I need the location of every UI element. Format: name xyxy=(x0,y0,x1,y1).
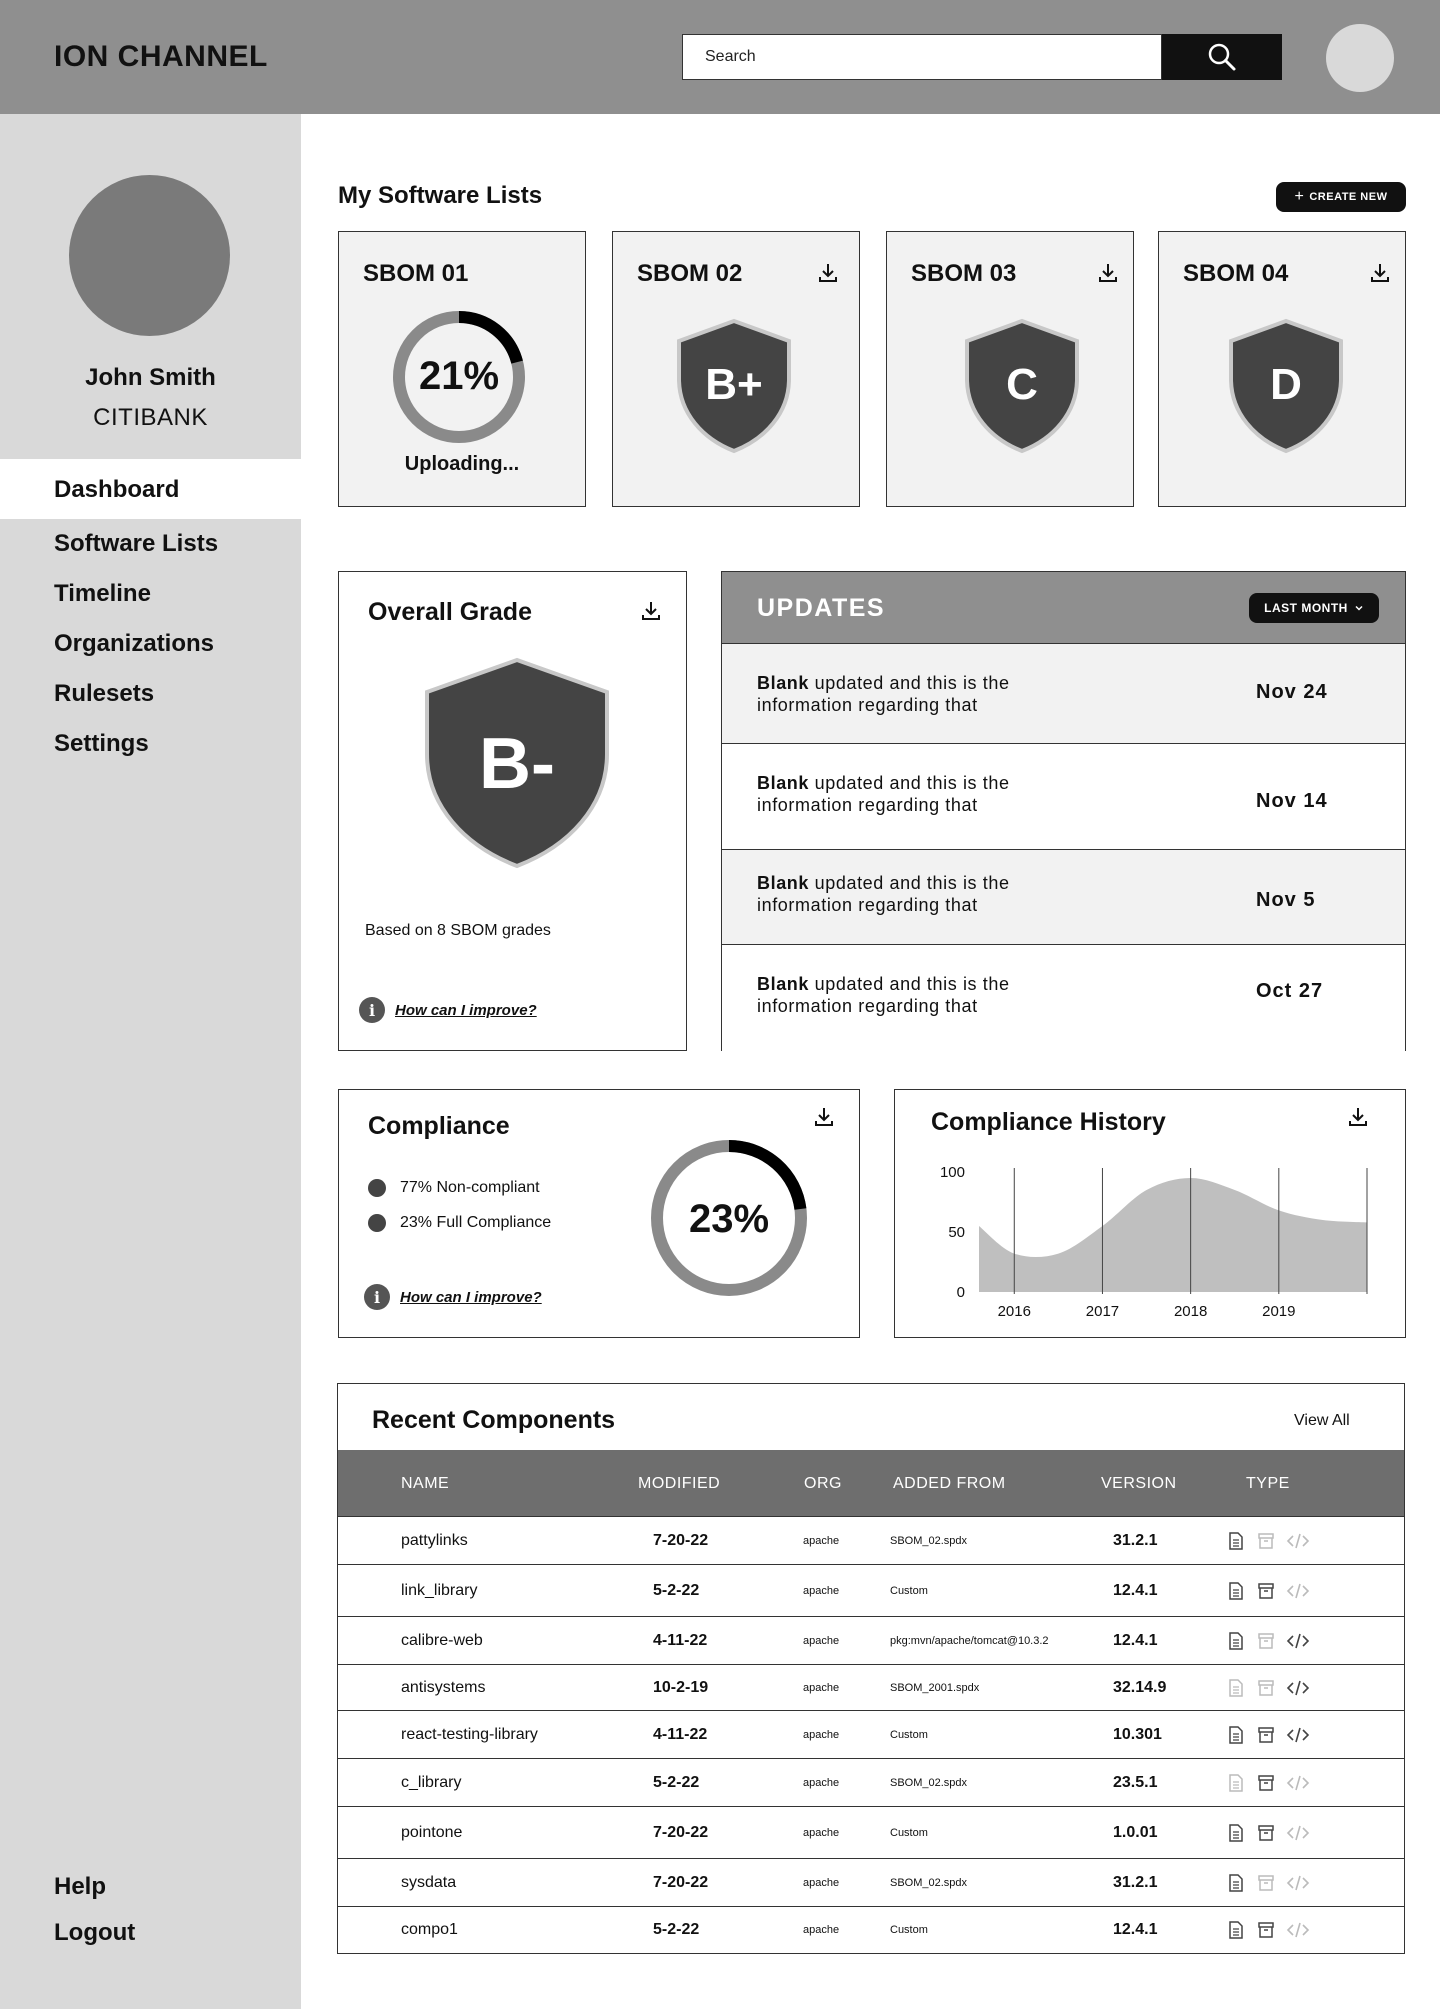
component-type-icons xyxy=(1226,1631,1310,1651)
code-icon[interactable] xyxy=(1286,1531,1310,1551)
component-org: apache xyxy=(803,1634,840,1647)
sidebar-item-rulesets[interactable]: Rulesets xyxy=(54,680,155,707)
sbom-grade: C xyxy=(1006,360,1038,409)
component-name[interactable]: pointone xyxy=(401,1823,463,1841)
chevron-down-icon xyxy=(1354,603,1364,613)
update-item[interactable] xyxy=(722,644,1405,744)
component-name[interactable]: pattylinks xyxy=(401,1531,468,1549)
component-name[interactable]: sysdata xyxy=(401,1873,457,1891)
search-input[interactable] xyxy=(683,35,1161,79)
overall-grade-help-link[interactable] xyxy=(359,997,537,1023)
legend-dot xyxy=(368,1179,386,1197)
document-icon[interactable] xyxy=(1226,1725,1246,1745)
updates-title: UPDATES xyxy=(757,594,886,622)
component-name[interactable]: link_library xyxy=(401,1581,478,1599)
sbom-progress-ring xyxy=(389,307,529,447)
download-icon[interactable] xyxy=(1097,262,1119,284)
sidebar-item-software-lists[interactable]: Software Lists xyxy=(54,530,219,557)
component-added-from: SBOM_02.spdx xyxy=(890,1776,968,1789)
overall-grade-title: Overall Grade xyxy=(368,598,532,626)
component-modified: 5-2-22 xyxy=(653,1920,700,1938)
compliance-progress-label: 23% xyxy=(688,1197,770,1241)
legend-dot xyxy=(368,1214,386,1232)
archive-icon[interactable] xyxy=(1256,1773,1276,1793)
compliance-card xyxy=(338,1089,860,1338)
update-date: Nov 14 xyxy=(1256,790,1328,812)
archive-icon[interactable] xyxy=(1256,1823,1276,1843)
component-version: 12.4.1 xyxy=(1113,1920,1158,1938)
x-tick-label: 2019 xyxy=(1262,1303,1296,1320)
table-row[interactable] xyxy=(338,1564,1404,1616)
update-date: Nov 24 xyxy=(1256,681,1328,703)
archive-icon[interactable] xyxy=(1256,1920,1276,1940)
component-type-icons xyxy=(1226,1823,1310,1843)
table-row[interactable] xyxy=(338,1616,1404,1664)
x-tick-label: 2017 xyxy=(1085,1303,1120,1320)
compliance-history-chart xyxy=(895,1150,1405,1338)
component-version: 12.4.1 xyxy=(1113,1581,1158,1599)
sbom-card-2[interactable] xyxy=(612,231,860,507)
table-row[interactable] xyxy=(338,1664,1404,1710)
grade-shield-icon xyxy=(1225,317,1347,455)
table-row[interactable] xyxy=(338,1806,1404,1858)
component-modified: 7-20-22 xyxy=(653,1531,709,1549)
document-icon[interactable] xyxy=(1226,1531,1246,1551)
top-header xyxy=(0,0,1440,114)
sidebar-item-timeline[interactable]: Timeline xyxy=(54,580,151,607)
legend-label: 77% Non-compliant xyxy=(400,1179,540,1196)
view-all-link[interactable]: View All xyxy=(1294,1412,1350,1429)
table-row[interactable] xyxy=(338,1516,1404,1564)
component-type-icons xyxy=(1226,1773,1310,1793)
update-text: Blank updated and this is the information regarding that xyxy=(757,873,1010,915)
search-icon xyxy=(1207,42,1237,72)
recent-components-card xyxy=(337,1383,1405,1954)
component-version: 10.301 xyxy=(1113,1725,1162,1743)
table-header xyxy=(338,1450,1404,1516)
overall-grade-card xyxy=(338,571,687,1051)
component-type-icons xyxy=(1226,1581,1310,1601)
history-y-ticks xyxy=(940,1164,965,1301)
component-org: apache xyxy=(803,1584,840,1597)
updates-card xyxy=(721,571,1406,1051)
legend-item-full-compliance xyxy=(368,1214,551,1232)
column-header-added-from[interactable]: ADDED FROM xyxy=(893,1475,1006,1492)
legend-item-non-compliant xyxy=(368,1179,540,1197)
component-org: apache xyxy=(803,1534,840,1547)
sidebar-bottom-nav xyxy=(54,1864,135,1956)
component-name[interactable]: compo1 xyxy=(401,1920,458,1938)
sbom-progress-label: 21% xyxy=(418,354,500,398)
sidebar-item-organizations[interactable]: Organizations xyxy=(54,630,215,657)
document-icon[interactable] xyxy=(1226,1631,1246,1651)
create-new-label: CREATE NEW xyxy=(1309,191,1388,203)
updates-header xyxy=(722,572,1405,644)
component-modified: 10-2-19 xyxy=(653,1678,709,1696)
search-button[interactable] xyxy=(1162,34,1282,80)
download-icon[interactable] xyxy=(1347,1106,1369,1128)
logout-link[interactable]: Logout xyxy=(54,1919,136,1946)
component-modified: 5-2-22 xyxy=(653,1773,700,1791)
profile-name: John Smith xyxy=(85,364,216,391)
component-version: 23.5.1 xyxy=(1113,1773,1158,1791)
sbom-grade: D xyxy=(1270,360,1302,409)
document-icon[interactable] xyxy=(1226,1581,1246,1601)
sidebar-nav xyxy=(0,459,301,769)
component-type-icons xyxy=(1226,1920,1310,1940)
component-added-from: Custom xyxy=(890,1923,928,1936)
sbom-title: SBOM 03 xyxy=(911,260,1017,287)
sbom-grade: B+ xyxy=(705,360,763,409)
component-org: apache xyxy=(803,1923,840,1936)
history-x-ticks xyxy=(998,1303,1296,1320)
profile-avatar xyxy=(69,175,230,336)
info-icon: i xyxy=(359,997,385,1023)
sidebar-item-dashboard[interactable]: Dashboard xyxy=(0,459,301,519)
component-name[interactable]: antisystems xyxy=(401,1678,486,1696)
sbom-status: Uploading... xyxy=(404,453,520,475)
create-new-button[interactable] xyxy=(1276,182,1406,212)
component-added-from: Custom xyxy=(890,1728,928,1741)
download-icon[interactable] xyxy=(817,262,839,284)
component-name[interactable]: c_library xyxy=(401,1773,462,1791)
component-modified: 4-11-22 xyxy=(653,1631,708,1649)
component-added-from: pkg:mvn/apache/tomcat@10.3.2 xyxy=(890,1634,1049,1647)
archive-icon[interactable] xyxy=(1256,1678,1276,1698)
update-date: Oct 27 xyxy=(1256,980,1324,1002)
table-row[interactable] xyxy=(338,1906,1404,1952)
component-type-icons xyxy=(1226,1531,1310,1551)
update-text: Blank updated and this is the information regarding that xyxy=(757,773,1010,815)
component-org: apache xyxy=(803,1728,840,1741)
code-icon[interactable] xyxy=(1286,1581,1310,1601)
legend-label: 23% Full Compliance xyxy=(400,1214,552,1231)
update-item[interactable] xyxy=(722,945,1405,1051)
component-version: 32.14.9 xyxy=(1113,1678,1167,1696)
brand-logo[interactable]: ION CHANNEL xyxy=(54,40,268,73)
overall-grade-shield-icon xyxy=(421,656,613,872)
component-version: 1.0.01 xyxy=(1113,1823,1158,1841)
profile-org: CITIBANK xyxy=(93,404,208,431)
update-item[interactable] xyxy=(722,744,1405,850)
document-icon[interactable] xyxy=(1226,1773,1246,1793)
compliance-title: Compliance xyxy=(368,1112,510,1140)
compliance-history-card xyxy=(894,1089,1406,1338)
document-icon[interactable] xyxy=(1226,1920,1246,1940)
sbom-card-4[interactable] xyxy=(1158,231,1406,507)
component-added-from: SBOM_02.spdx xyxy=(890,1876,968,1889)
column-header-type[interactable]: TYPE xyxy=(1246,1475,1290,1492)
y-tick-label: 50 xyxy=(948,1224,965,1241)
update-text: Blank updated and this is the information regarding that xyxy=(757,974,1010,1016)
component-org: apache xyxy=(803,1826,840,1839)
update-date: Nov 5 xyxy=(1256,889,1316,911)
archive-icon[interactable] xyxy=(1256,1725,1276,1745)
info-icon: i xyxy=(364,1284,390,1310)
component-type-icons xyxy=(1226,1873,1310,1893)
compliance-help-link[interactable] xyxy=(364,1284,542,1310)
document-icon[interactable] xyxy=(1226,1823,1246,1843)
component-modified: 7-20-22 xyxy=(653,1873,709,1891)
component-added-from: Custom xyxy=(890,1584,928,1597)
recent-components-title: Recent Components xyxy=(372,1406,616,1434)
x-tick-label: 2016 xyxy=(997,1303,1031,1320)
y-tick-label: 100 xyxy=(939,1164,965,1181)
history-area-series xyxy=(979,1178,1367,1292)
code-icon[interactable] xyxy=(1286,1873,1310,1893)
table-row[interactable] xyxy=(338,1710,1404,1758)
archive-icon[interactable] xyxy=(1256,1581,1276,1601)
component-added-from: SBOM_02.spdx xyxy=(890,1534,968,1547)
download-icon[interactable] xyxy=(1369,262,1391,284)
sbom-title: SBOM 04 xyxy=(1183,260,1289,287)
last-month-dropdown[interactable] xyxy=(1249,593,1379,623)
sbom-title: SBOM 01 xyxy=(363,260,469,287)
grade-shield-icon xyxy=(673,317,795,455)
overall-grade-value: B- xyxy=(479,724,555,804)
component-name[interactable]: calibre-web xyxy=(401,1631,483,1649)
table-row[interactable] xyxy=(338,1758,1404,1806)
code-icon[interactable] xyxy=(1286,1920,1310,1940)
sidebar-item-settings[interactable]: Settings xyxy=(54,730,149,757)
overall-grade-note: Based on 8 SBOM grades xyxy=(365,922,551,939)
code-icon[interactable] xyxy=(1286,1725,1310,1745)
plus-icon: + xyxy=(1294,188,1305,205)
document-icon[interactable] xyxy=(1226,1678,1246,1698)
sbom-card-3[interactable] xyxy=(886,231,1134,507)
table-row[interactable] xyxy=(338,1858,1404,1906)
component-org: apache xyxy=(803,1876,840,1889)
component-modified: 5-2-22 xyxy=(653,1581,700,1599)
y-tick-label: 0 xyxy=(956,1284,965,1301)
component-type-icons xyxy=(1226,1678,1310,1698)
archive-icon[interactable] xyxy=(1256,1531,1276,1551)
x-tick-label: 2018 xyxy=(1173,1303,1208,1320)
compliance-progress-ring xyxy=(646,1135,812,1301)
archive-icon[interactable] xyxy=(1256,1873,1276,1893)
user-avatar[interactable] xyxy=(1326,24,1394,92)
update-text: Blank updated and this is the information regarding that xyxy=(757,673,1010,715)
component-name[interactable]: react-testing-library xyxy=(401,1725,538,1743)
code-icon[interactable] xyxy=(1286,1678,1310,1698)
component-org: apache xyxy=(803,1681,840,1694)
column-header-modified[interactable]: MODIFIED xyxy=(638,1475,721,1492)
component-org: apache xyxy=(803,1776,840,1789)
document-icon[interactable] xyxy=(1226,1873,1246,1893)
code-icon[interactable] xyxy=(1286,1773,1310,1793)
sbom-card-1[interactable] xyxy=(338,231,586,507)
column-header-org[interactable]: ORG xyxy=(804,1475,842,1492)
grade-shield-icon xyxy=(961,317,1083,455)
help-link-label: How can I improve? xyxy=(395,1001,537,1019)
compliance-history-title: Compliance History xyxy=(931,1108,1166,1136)
update-item[interactable] xyxy=(722,850,1405,945)
component-added-from: Custom xyxy=(890,1826,928,1839)
download-icon[interactable] xyxy=(640,600,662,622)
component-modified: 7-20-22 xyxy=(653,1823,709,1841)
column-header-name[interactable]: NAME xyxy=(401,1475,450,1492)
component-type-icons xyxy=(1226,1725,1310,1745)
sbom-title: SBOM 02 xyxy=(637,260,743,287)
help-link-label: How can I improve? xyxy=(400,1288,542,1306)
code-icon[interactable] xyxy=(1286,1823,1310,1843)
archive-icon[interactable] xyxy=(1256,1631,1276,1651)
help-link[interactable]: Help xyxy=(54,1873,107,1900)
component-version: 31.2.1 xyxy=(1113,1873,1158,1891)
software-lists-title: My Software Lists xyxy=(338,182,543,209)
sidebar xyxy=(0,114,301,2009)
component-added-from: SBOM_2001.spdx xyxy=(890,1681,980,1694)
code-icon[interactable] xyxy=(1286,1631,1310,1651)
column-header-version[interactable]: VERSION xyxy=(1101,1475,1177,1492)
component-version: 12.4.1 xyxy=(1113,1631,1158,1649)
search-field[interactable] xyxy=(682,34,1162,80)
component-modified: 4-11-22 xyxy=(653,1725,708,1743)
download-icon[interactable] xyxy=(813,1106,835,1128)
dropdown-label: LAST MONTH xyxy=(1264,601,1348,615)
component-version: 31.2.1 xyxy=(1113,1531,1158,1549)
